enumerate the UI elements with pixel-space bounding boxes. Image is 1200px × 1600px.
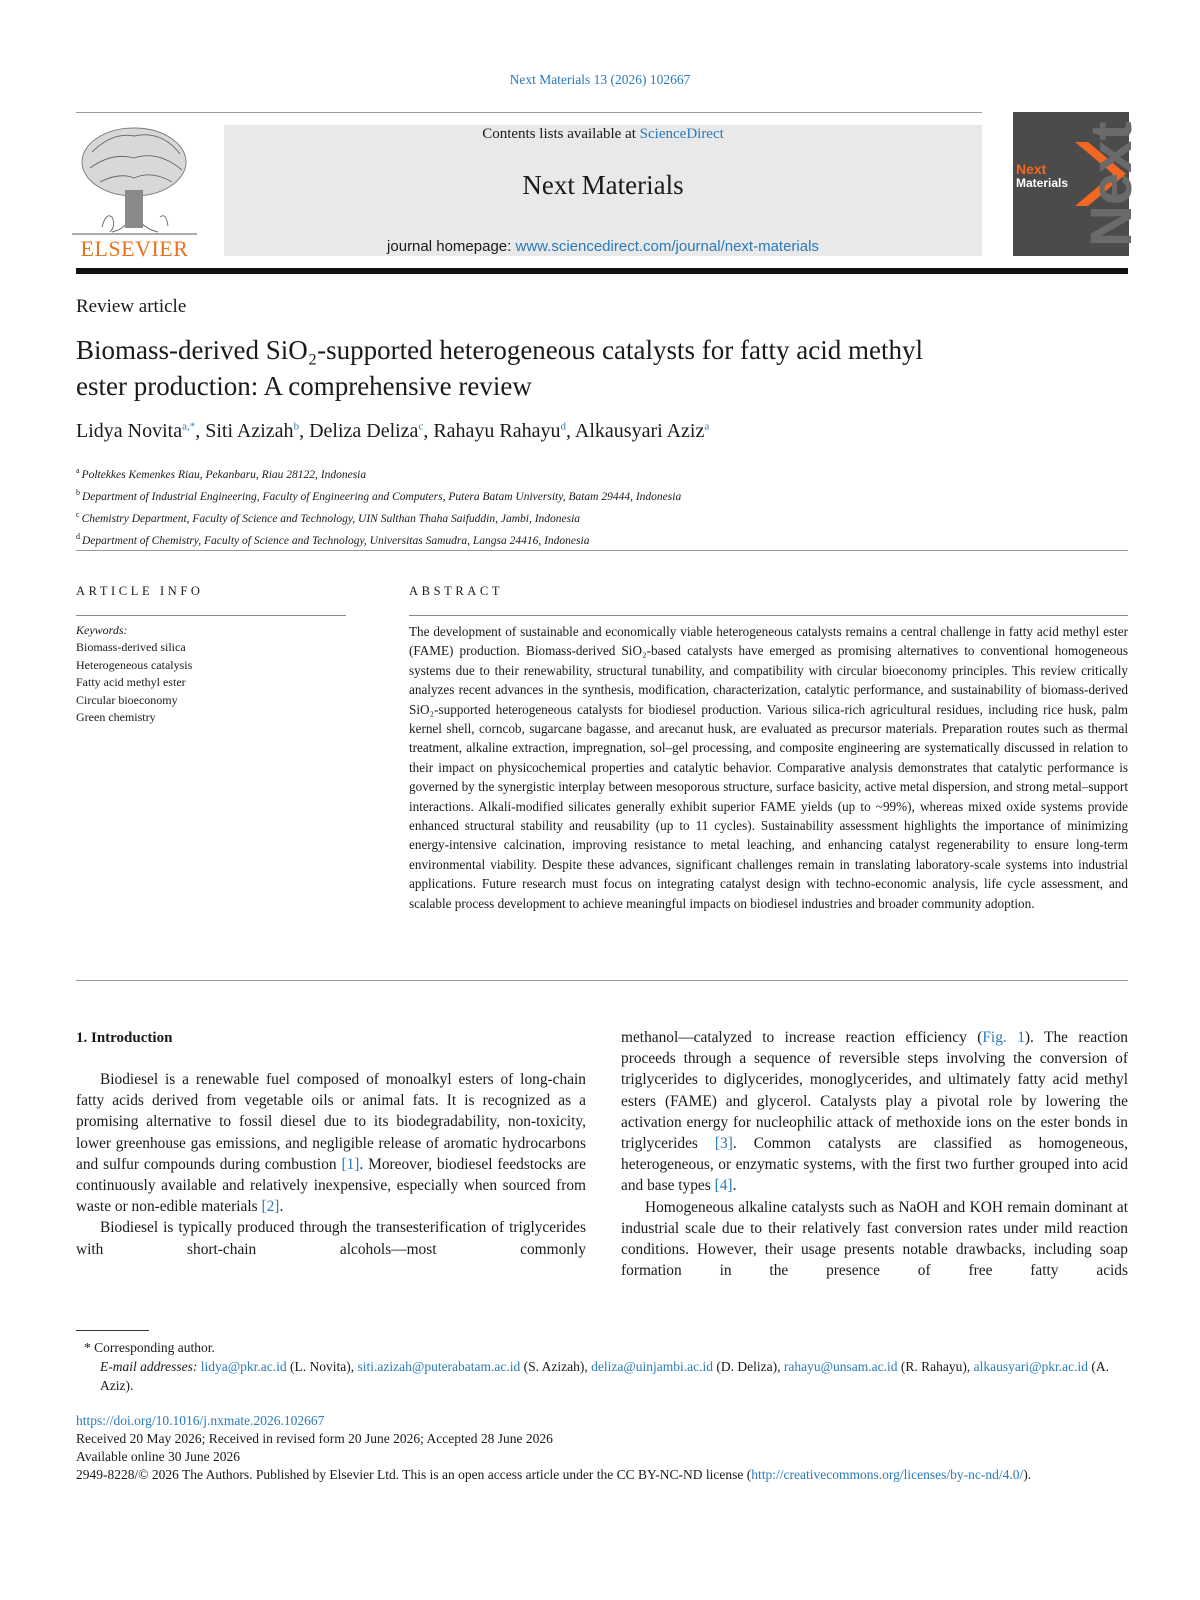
author-name: Alkausyari Aziz	[574, 420, 705, 442]
affiliation-key: a	[76, 466, 80, 475]
license-line	[76, 1466, 1128, 1484]
corresponding-author-note: * Corresponding author.	[84, 1340, 215, 1355]
article-info-heading: ARTICLE INFO	[76, 584, 204, 598]
author-affiliation-mark[interactable]: a	[704, 420, 710, 433]
cover-title-materials: Materials	[1016, 176, 1069, 190]
email-link[interactable]: rahayu@unsam.ac.id	[783, 1359, 898, 1374]
article-title: Biomass-derived SiO₂-supported heterogeneous catalysts for fatty acid methyl ester production: A comprehensive review	[76, 335, 923, 401]
intro-paragraph-3	[621, 1197, 1128, 1282]
reference-link[interactable]: [3]	[714, 1135, 733, 1153]
journal-cover-image	[1013, 112, 1144, 256]
affiliation-key: b	[76, 488, 80, 498]
footnote-rule	[76, 1330, 149, 1331]
email-owner: (L. Novita),	[286, 1359, 358, 1374]
paragraph-text: .	[279, 1198, 284, 1216]
abstract-text: The development of sustainable and economically viable heterogeneous catalysts remains a central challenge in fatty acid methyl ester (FAME) production. Biomass-derived SiO₂-based catalysts have emerged as promising alternatives to conventional homogeneous systems due to their renewability, structural tunability, and compatibility with circular bioeconomy principles. This review critically analyzes recent advances in the synthesis, modification, characterization, catalytic performance, and sustainability of biomass-derived SiO₂-supported heterogeneous catalysts for biodiesel production. Various silica-rich agricultural residues, including rice husk, palm kernel shell, corncob, sugarcane bagasse, and arecanut husk, are evaluated as precursor materials. Preparation routes such as thermal treatment, alkaline extraction, impregnation, sol–gel processing, and composite engineering are systematically discussed in relation to their impact on physicochemical properties and catalytic behavior. Comparative analysis demonstrates that catalytic performance is governed by the synergistic interplay between mesoporous structure, surface basicity, active metal dispersion, and strong metal–support interactions. Alkali-modified silicates generally exhibit superior FAME yields (up to ~99%), whereas mixed oxide systems provide enhanced structural stability and reusability (up to 11 cycles). Sustainability assessment highlights the importance of minimizing energy-intensive calcination, improving resistance to metal leaching, and enhancing catalyst regenerability to ensure long-term environmental viability. Despite these advances, significant challenges remain in translating laboratory-scale systems into industrial applications. Future research must focus on integrating catalyst design with techno-economic analysis, life cycle assessment, and scalable process development to achieve meaningful impacts on biodiesel industries and broader community adoption.	[409, 624, 1128, 911]
email-link[interactable]: deliza@uinjambi.ac.id	[591, 1359, 714, 1374]
cover-title-next: Next	[1016, 161, 1047, 177]
doi-link[interactable]: https://doi.org/10.1016/j.nxmate.2026.102667	[76, 1413, 325, 1428]
affiliation-key: d	[76, 532, 80, 542]
affiliation-text: Poltekkes Kemenkes Riau, Pekanbaru, Riau 28122, Indonesia	[81, 468, 367, 481]
email-owner: (A. Aziz).	[100, 1359, 1110, 1393]
journal-citation[interactable]: Next Materials 13 (2026) 102667	[509, 72, 691, 87]
email-owner: (R. Rahayu),	[897, 1359, 974, 1374]
reference-link[interactable]: [4]	[714, 1177, 733, 1195]
author-affiliation-mark[interactable]: b	[293, 420, 300, 433]
keyword: Heterogeneous catalysis	[76, 657, 193, 672]
body-column-right	[621, 1027, 1128, 1281]
paragraph-text: ). The reaction proceeds through a sequence of reversible steps involving the conversion of triglycerides to diglycerides, monoglycerides, and ultimately fatty acid methyl esters (FAME) and glycerol. Catalysts play a pivotal role by lowering the activation energy for nucleophilic attack of methoxide ions on the ester bonds in triglycerides	[621, 1029, 1128, 1153]
license-link[interactable]: http://creativecommons.org/licenses/by-nc-nd/4.0/	[751, 1467, 1024, 1482]
author-affiliation-mark[interactable]: c	[418, 420, 424, 433]
intro-paragraph-2-continued	[621, 1027, 1128, 1197]
abstract-rule	[409, 615, 1128, 616]
email-label: E-mail addresses:	[100, 1359, 198, 1374]
paragraph-text: Homogeneous alkaline catalysts such as NaOH and KOH remain dominant at industrial scale due to their relatively fast conversion rates under mild reaction conditions. However, their usage presents notable drawbacks, including soap formation in the presence of free fatty acids	[621, 1198, 1128, 1280]
contents-line	[224, 126, 982, 143]
affiliation-list	[76, 462, 1076, 550]
license-text: 2949-8228/© 2026 The Authors. Published by Elsevier Ltd. This is an open access article under the CC BY-NC-ND license (	[76, 1467, 752, 1482]
affiliation-rule	[76, 550, 1128, 551]
paragraph-text: Biodiesel is typically produced through the transesterification of triglycerides with short-chain alcohols—most commonly	[76, 1219, 586, 1258]
author-name: Lidya Novita	[76, 420, 183, 442]
homepage-link[interactable]: www.sciencedirect.com/journal/next-materials	[515, 238, 819, 255]
author-name: Siti Azizah	[205, 420, 294, 442]
author-name: Deliza Deliza	[309, 420, 419, 442]
affiliation-key: c	[76, 510, 80, 520]
affiliation-text: Chemistry Department, Faculty of Science and Technology, UIN Sulthan Thaha Saifuddin, Jambi, Indonesia	[81, 512, 581, 525]
email-owner: (S. Azizah),	[520, 1359, 592, 1374]
online-date: Available online 30 June 2026	[76, 1449, 240, 1464]
header-top-rule	[76, 112, 982, 113]
author-affiliation-mark[interactable]: d	[560, 420, 567, 433]
author-name: Rahayu Rahayu	[433, 420, 561, 442]
article-type: Review article	[76, 296, 187, 317]
keyword: Green chemistry	[76, 710, 156, 725]
figure-link[interactable]: Fig. 1	[982, 1029, 1025, 1046]
keywords-label: Keywords:	[76, 623, 128, 637]
keywords-block	[76, 622, 192, 726]
publication-info	[76, 1412, 1128, 1484]
journal-name: Next Materials	[522, 170, 684, 200]
author-list: Lidya Novita$^{a,*}$, Siti Azizah$^b$, Deliza Deliza$^c$, Rahayu Rahayu$^d$, Alkausyari Aziz$^a$	[76, 420, 710, 442]
intro-paragraph-2	[76, 1217, 586, 1259]
svg-text:Next: Next	[1079, 121, 1144, 247]
email-owner: (D. Deliza),	[713, 1359, 784, 1374]
homepage-prefix: journal homepage:	[387, 238, 516, 255]
sciencedirect-link[interactable]: ScienceDirect	[639, 126, 724, 142]
email-link[interactable]: alkausyari@pkr.ac.id	[973, 1359, 1089, 1374]
journal-homepage	[224, 238, 982, 255]
header-bottom-bar	[76, 268, 1128, 274]
affiliation-item	[76, 528, 1076, 550]
email-addresses	[76, 1357, 1128, 1395]
received-dates: Received 20 May 2026; Received in revised form 20 June 2026; Accepted 28 June 2026	[76, 1431, 553, 1446]
paragraph-text: Biodiesel is a renewable fuel composed of monoalkyl esters of long-chain fatty acids derived from vegetable oils or animal fats. It is recognized as a promising alternative to fossil diesel due to its biodegradability, non-toxicity, lower greenhouse gas emissions, and negligible release of aromatic hydrocarbons and sulfur compounds during combustion	[76, 1071, 586, 1173]
body-column-left	[76, 1069, 586, 1260]
section-heading-introduction: 1. Introduction	[76, 1030, 173, 1046]
affiliation-item	[76, 462, 1076, 484]
keyword: Fatty acid methyl ester	[76, 675, 186, 690]
contents-prefix: Contents lists available at	[482, 126, 640, 142]
affiliation-item	[76, 506, 1076, 528]
reference-link[interactable]: [1]	[341, 1155, 360, 1173]
affiliation-text: Department of Chemistry, Faculty of Science and Technology, Universitas Samudra, Langsa 24416, Indonesia	[82, 534, 590, 547]
email-link[interactable]: lidya@pkr.ac.id	[200, 1359, 287, 1374]
abstract-heading: ABSTRACT	[409, 584, 504, 598]
footnote-block	[76, 1338, 1128, 1395]
affiliation-text: Department of Industrial Engineering, Faculty of Engineering and Computers, Putera Batam University, Batam 29444, Indonesia	[82, 490, 682, 503]
keyword: Biomass-derived silica	[76, 640, 186, 655]
author-affiliation-mark[interactable]: a,*	[182, 420, 196, 433]
affiliation-item	[76, 484, 1076, 506]
abstract-bottom-rule	[76, 980, 1128, 981]
keyword: Circular bioeconomy	[76, 692, 178, 707]
reference-link[interactable]: [2]	[261, 1198, 280, 1216]
license-text: ).	[1023, 1467, 1032, 1482]
email-link[interactable]: siti.azizah@puterabatam.ac.id	[357, 1359, 521, 1374]
intro-paragraph-1	[76, 1069, 586, 1217]
paragraph-text: methanol—catalyzed to increase reaction efficiency (	[621, 1029, 983, 1046]
paragraph-text: .	[732, 1177, 737, 1195]
elsevier-wordmark: ELSEVIER	[80, 236, 189, 261]
article-info-rule	[76, 615, 346, 616]
paragraph-text: . Moreover, biodiesel feedstocks are continuously available and relatively inexpensive, especially when sourced from waste or non-edible materials	[76, 1155, 586, 1216]
paragraph-text: . Common catalysts are classified as homogeneous, heterogeneous, or enzymatic systems, with the first two further grouped into acid and base types	[621, 1135, 1128, 1195]
